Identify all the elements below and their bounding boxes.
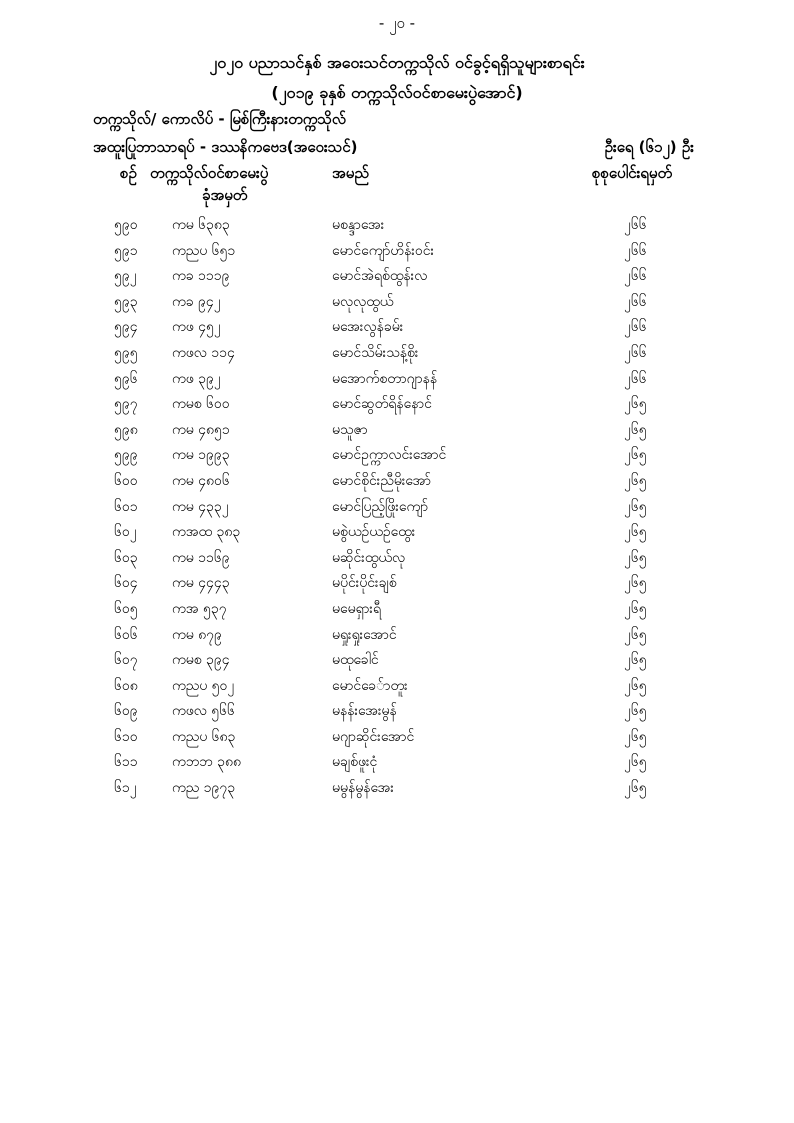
row-number: ၆၀၈	[114, 677, 138, 694]
student-name: မမေရှားရီ	[332, 600, 381, 617]
roll-number: ကမ ၄၃၃၂	[172, 498, 229, 515]
row-number: ၆၀၃	[114, 549, 138, 566]
student-name: မစန္ဒာအေး	[332, 217, 385, 233]
row-number: ၆၀၅	[114, 600, 138, 617]
total-marks: ၂၆၅	[624, 652, 647, 669]
total-marks: ၂၆၅	[624, 600, 647, 617]
roll-number: ကမ ၁၉၉၃	[172, 447, 230, 464]
results-table	[0, 215, 794, 804]
total-marks: ၂၆၆	[624, 242, 647, 259]
roll-number: ကမ ၄၈၅၁	[172, 421, 230, 438]
total-marks: ၂၆၅	[624, 754, 647, 771]
row-number: ၆၀၆	[114, 626, 138, 643]
total-marks: ၂၆၅	[624, 626, 647, 643]
row-number: ၅၉၀	[114, 217, 138, 233]
total-marks: ၂၆၆	[624, 344, 647, 361]
table-row	[0, 573, 794, 599]
roll-number: ကမ ၄၄၄၃	[172, 575, 230, 592]
student-name: မလုလုထွယ်	[332, 293, 394, 310]
table-row	[0, 369, 794, 395]
row-number: ၆၁၀	[114, 728, 138, 745]
total-marks: ၂၆၅	[624, 677, 647, 694]
page-number: - ၂၀ -	[378, 14, 416, 32]
student-name: မနန်းအေးမွန်	[332, 703, 397, 720]
total-marks: ၂၆၆	[624, 268, 647, 285]
row-number: ၅၉၅	[114, 344, 138, 361]
student-name: မောင်စိုင်းညီမိုးအော်	[332, 472, 432, 489]
row-number: ၆၀၀	[114, 472, 138, 489]
total-marks: ၂၆၅	[624, 549, 647, 566]
roll-number: ကဘဘ ၃၈၈	[172, 754, 241, 771]
roll-number: ကမ ၁၁၆၉	[172, 549, 230, 566]
row-number: ၆၁၁	[114, 754, 138, 771]
student-name: မောင်ပြည့်ဖြိုးကျော်	[332, 498, 429, 515]
total-count: ဦးရေ (၆၁၂) ဦး	[604, 138, 694, 156]
student-name: မအောက်စတာဂျာနန်	[332, 370, 438, 387]
row-number: ၅၉၃	[114, 293, 138, 310]
table-row	[0, 548, 794, 574]
table-row	[0, 343, 794, 369]
column-header-no: စဉ်	[120, 164, 137, 182]
roll-number: ကဖ ၄၅၂	[172, 319, 221, 336]
student-name: မောင်သိမ်းသန့်စိုး	[332, 344, 419, 361]
table-row	[0, 650, 794, 676]
row-number: ၅၉၄	[114, 319, 138, 336]
roll-number: ကမ ၄၈၀၆	[172, 472, 230, 489]
column-header-name: အမည်	[332, 164, 369, 182]
table-row	[0, 752, 794, 778]
table-row	[0, 292, 794, 318]
table-row	[0, 394, 794, 420]
total-marks: ၂၆၅	[624, 396, 647, 413]
row-number: ၆၀၉	[114, 703, 138, 720]
roll-number: ကမ ၈၇၉	[172, 626, 222, 643]
university-line: တက္ကသိုလ်/ ကောလိပ် - မြစ်ကြီးနားတက္ကသိုလ်	[93, 110, 346, 128]
row-number: ၆၀၂	[114, 524, 137, 541]
student-name: မထုခေါင်	[332, 652, 379, 669]
table-row	[0, 599, 794, 625]
student-name: မချစ်ဖူးငုံ	[332, 754, 378, 771]
roll-number: ကမစ ၃၉၄	[172, 652, 230, 669]
row-number: ၅၉၁	[114, 242, 138, 259]
total-marks: ၂၆၅	[624, 575, 647, 592]
total-marks: ၂၆၅	[624, 780, 647, 797]
roll-number: ကည ၁၉၇၃	[172, 780, 236, 797]
student-name: မောင်ခေ်ာတူး	[332, 677, 408, 694]
student-name: မဆိုင်းထွယ်လု	[332, 549, 406, 566]
roll-number: ကမ ၆၃၈၃	[172, 217, 230, 233]
table-row	[0, 241, 794, 267]
total-marks: ၂၆၅	[624, 498, 647, 515]
row-number: ၆၀၇	[114, 652, 138, 669]
table-row	[0, 676, 794, 702]
table-row	[0, 215, 794, 241]
table-row	[0, 522, 794, 548]
table-row	[0, 420, 794, 446]
student-name: မောင်ဥက္ကာလင်းအောင်	[332, 447, 447, 464]
student-name: မပိုင်းပိုင်းချစ်	[332, 575, 397, 592]
roll-number: ကအထ ၃၈၃	[172, 524, 241, 541]
row-number: ၅၉၈	[114, 421, 138, 438]
total-marks: ၂၆၅	[624, 728, 647, 745]
row-number: ၅၉၆	[114, 370, 138, 387]
table-row	[0, 497, 794, 523]
column-header-roll-number: တက္ကသိုလ်ဝင်စာမေးပွဲ	[150, 164, 269, 182]
column-header-total-marks: စုစုပေါင်းရမှတ်	[592, 164, 673, 182]
roll-number: ကညပ ၅၀၂	[172, 677, 235, 694]
roll-number: ကညပ ၆၈၃	[172, 728, 236, 745]
roll-number: ကမစ ၆၀၀	[172, 396, 230, 413]
total-marks: ၂၆၆	[624, 293, 647, 310]
row-number: ၆၀၁	[114, 498, 138, 515]
table-row	[0, 266, 794, 292]
student-name: မောင်ကျော်ဟိန်းဝင်း	[332, 242, 435, 259]
roll-number: ကအ ၅၃၇	[172, 600, 227, 617]
row-number: ၅၉၇	[114, 396, 138, 413]
roll-number: ကဖ ၃၉၂	[172, 370, 221, 387]
table-row	[0, 778, 794, 804]
total-marks: ၂၆၅	[624, 524, 647, 541]
table-row	[0, 701, 794, 727]
row-number: ၆၁၂	[114, 780, 137, 797]
student-name: မစွဲယဉ်ယဉ်ထွေး	[332, 524, 416, 541]
table-row	[0, 445, 794, 471]
table-row	[0, 727, 794, 753]
row-number: ၅၉၉	[114, 447, 138, 464]
table-row	[0, 625, 794, 651]
major-line: အထူးပြုဘာသာရပ် - ဒဿနိကဗေဒ(အဝေးသင်)	[93, 138, 358, 156]
table-row	[0, 471, 794, 497]
total-marks: ၂၆၅	[624, 447, 647, 464]
student-name: မောင်အဲရစ်ထွန်းလ	[332, 268, 428, 285]
document-title: ၂၀၂၀ ပညာသင်နှစ် အဝေးသင်တက္ကသိုလ် ဝင်ခွင့်ရရှိသူများစာရင်း	[209, 53, 585, 72]
student-name: မဂျာဆိုင်းအောင်	[332, 728, 415, 745]
roll-number: ကခ ၁၁၁၉	[172, 268, 230, 285]
total-marks: ၂၆၆	[624, 370, 647, 387]
row-number: ၅၉၂	[114, 268, 137, 285]
total-marks: ၂၆၆	[624, 217, 647, 233]
student-name: မအေးလွန်ခမ်း	[332, 319, 404, 336]
row-number: ၆၀၄	[114, 575, 138, 592]
student-name: မရှုးရှုးအောင်	[332, 626, 397, 643]
total-marks: ၂၆၅	[624, 703, 647, 720]
table-row	[0, 317, 794, 343]
roll-number: ကဖလ ၁၁၄	[172, 344, 235, 361]
roll-number: ကဖလ ၅၆၆	[172, 703, 235, 720]
student-name: မမွန်မွန်အေး	[332, 780, 394, 797]
student-name: မသူဇာ	[332, 421, 368, 438]
document-subtitle: (၂၀၁၉ ခုနှစ် တက္ကသိုလ်ဝင်စာမေးပွဲအောင်)	[271, 83, 523, 102]
column-header-roll-number-line2: ခုံအမှတ်	[202, 186, 248, 204]
total-marks: ၂၆၅	[624, 421, 647, 438]
roll-number: ကခ ၉၄၂	[172, 293, 221, 310]
total-marks: ၂၆၅	[624, 472, 647, 489]
total-marks: ၂၆၆	[624, 319, 647, 336]
student-name: မောင်ဆွတ်ရိန်နောင်	[332, 396, 432, 413]
roll-number: ကညပ ၆၅၁	[172, 242, 236, 259]
